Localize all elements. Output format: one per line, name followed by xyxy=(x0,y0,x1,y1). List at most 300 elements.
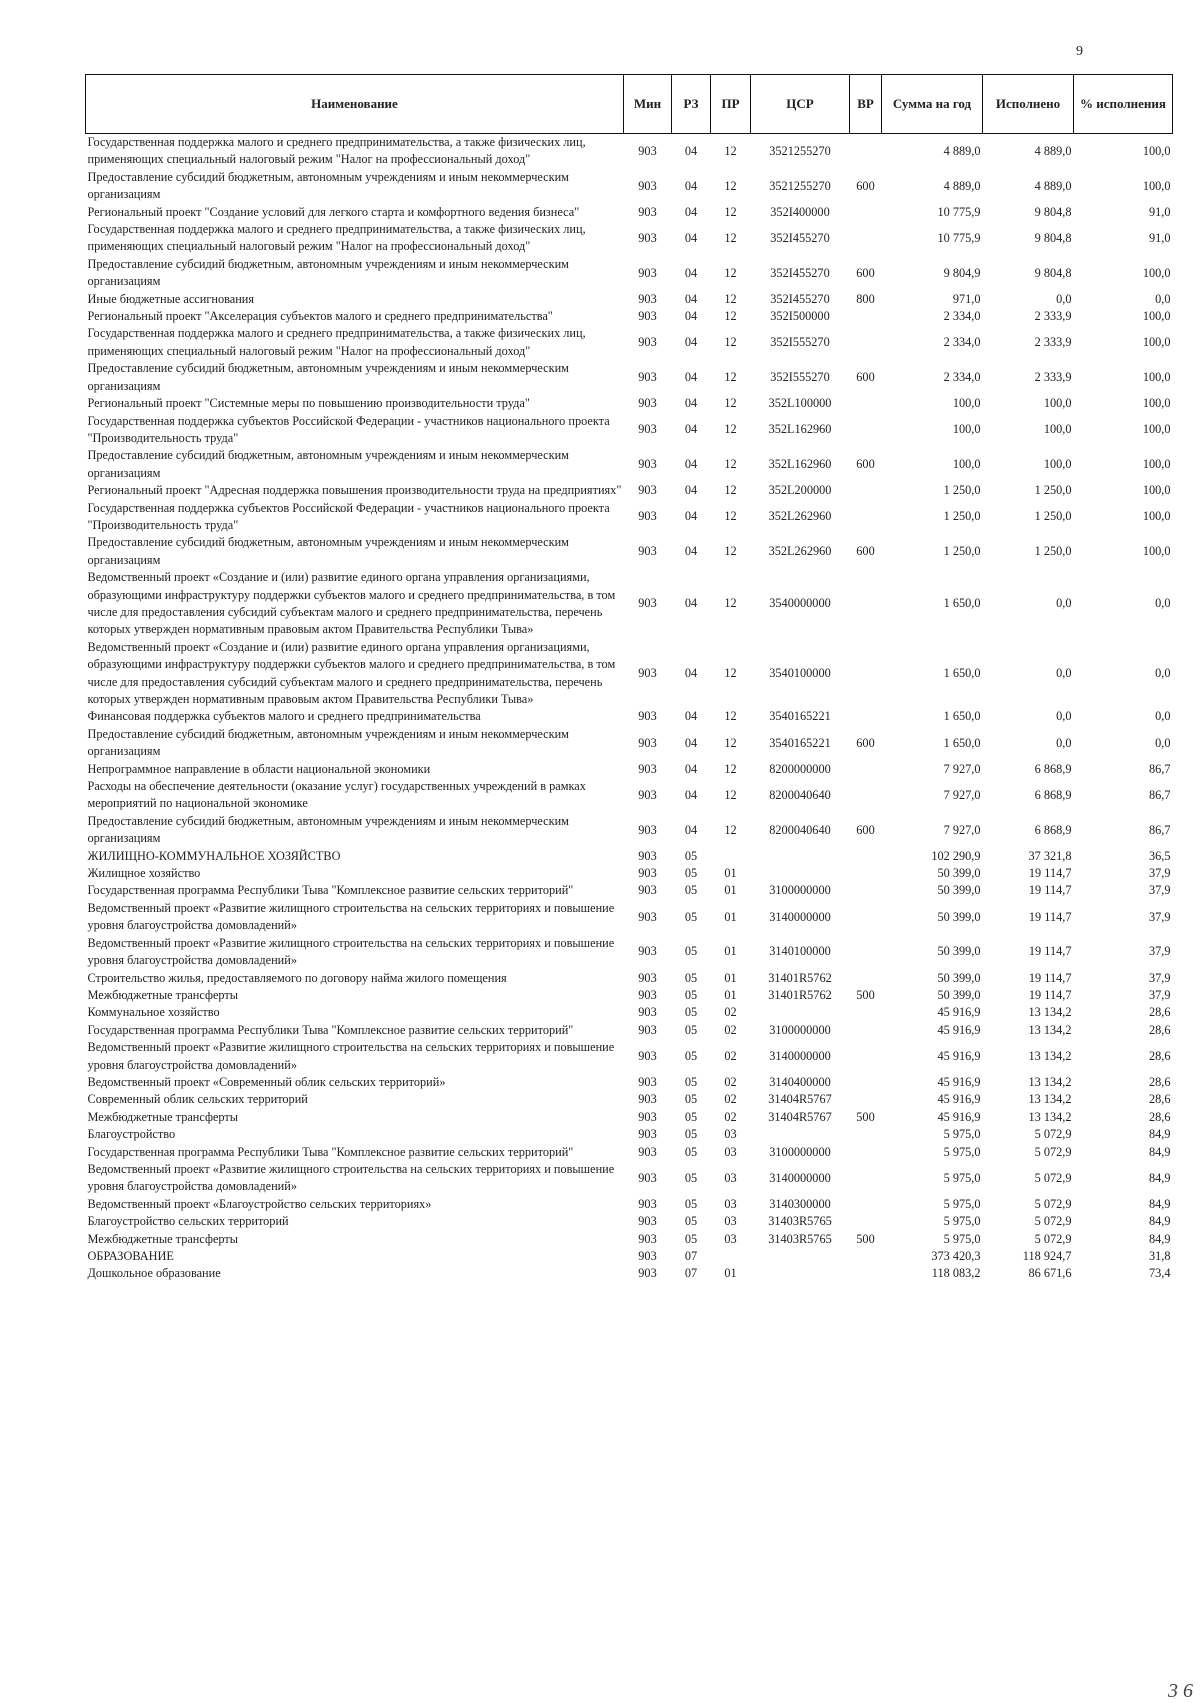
row-pr: 12 xyxy=(724,735,737,750)
row-csr: 3100000000 xyxy=(769,1144,831,1159)
row-done: 4 889,0 xyxy=(1034,143,1072,158)
row-pr: 03 xyxy=(724,1214,737,1229)
row-csr: 352L100000 xyxy=(768,396,832,411)
row-vr xyxy=(850,1161,882,1196)
row-name: Расходы на обеспечение деятельности (оказание услуг) государственных учреждений в рамках мероприятий по национальной экономике xyxy=(87,779,586,811)
row-csr xyxy=(751,865,850,882)
row-min: 903 xyxy=(638,1170,657,1185)
row-rz: 05 xyxy=(684,1127,698,1142)
row-name: Ведомственный проект «Развитие жилищного строительства на сельских территориях и повышение уровня благоустройства домовладений» xyxy=(87,1040,615,1072)
row-csr: 352L200000 xyxy=(768,483,832,498)
row-pr: 12 xyxy=(724,309,737,324)
row-rz: 05 xyxy=(684,1074,698,1089)
table-row xyxy=(86,325,1173,360)
row-name: Государственная поддержка малого и среднего предпринимательства, а также физических лиц, применяющих специальный налоговый режим "Налог на профессиональный доход" xyxy=(87,135,586,167)
row-vr xyxy=(850,308,882,325)
header-name: Наименование xyxy=(86,75,624,134)
row-sum: 50 399,0 xyxy=(937,866,981,881)
row-done: 6 868,9 xyxy=(1034,822,1072,837)
row-sum: 50 399,0 xyxy=(937,987,981,1002)
row-done: 5 072,9 xyxy=(1034,1127,1072,1142)
table-row xyxy=(86,482,1173,499)
row-pr: 12 xyxy=(724,709,737,724)
row-min: 903 xyxy=(638,596,657,611)
row-pr: 12 xyxy=(724,422,737,437)
row-name: Ведомственный проект «Создание и (или) развитие единого органа управления организациями, образующими инфраструктуру поддержки субъектов малого и среднего предпринимательства, в том числе для предоставления субсидий субъектам малого и среднего предпринимательства, перечень которых утвержден нормативным правовым актом Правительства Республики Тыва» xyxy=(87,639,616,706)
row-pr: 12 xyxy=(724,204,737,219)
row-vr xyxy=(850,778,882,813)
row-pct: 100,0 xyxy=(1142,457,1171,472)
row-min: 903 xyxy=(638,1022,657,1037)
row-sum: 50 399,0 xyxy=(937,883,981,898)
row-min: 903 xyxy=(638,987,657,1002)
row-min: 903 xyxy=(638,1214,657,1229)
row-done: 9 804,8 xyxy=(1034,204,1072,219)
row-name: Государственная поддержка малого и среднего предпринимательства, а также физических лиц, применяющих специальный налоговый режим "Налог на профессиональный доход" xyxy=(87,326,586,358)
row-sum: 50 399,0 xyxy=(937,970,981,985)
row-sum: 1 650,0 xyxy=(943,735,981,750)
row-pct: 100,0 xyxy=(1142,143,1171,158)
row-csr xyxy=(751,848,850,865)
row-pct: 73,4 xyxy=(1148,1266,1171,1281)
row-done: 100,0 xyxy=(1043,422,1072,437)
table-row xyxy=(86,970,1173,987)
row-pr: 03 xyxy=(724,1196,737,1211)
row-done: 1 250,0 xyxy=(1034,483,1072,498)
table-row xyxy=(86,134,1173,169)
row-vr: 600 xyxy=(856,544,875,559)
row-pr: 02 xyxy=(724,1005,737,1020)
row-done: 1 250,0 xyxy=(1034,544,1072,559)
row-pr: 03 xyxy=(724,1231,737,1246)
row-vr xyxy=(850,395,882,412)
row-name: Предоставление субсидий бюджетным, автономным учреждениям и иным некоммерческим организациям xyxy=(87,169,569,202)
row-pct: 84,9 xyxy=(1148,1127,1171,1142)
row-pr: 12 xyxy=(724,665,737,680)
row-min: 903 xyxy=(638,665,657,680)
row-sum: 4 889,0 xyxy=(943,143,981,158)
row-name: Региональный проект "Адресная поддержка повышения производительности труда на предприятиях" xyxy=(87,483,622,498)
row-sum: 1 250,0 xyxy=(943,509,981,524)
table-row xyxy=(86,1091,1173,1108)
row-sum: 118 083,2 xyxy=(931,1266,981,1281)
row-vr: 500 xyxy=(856,1231,875,1246)
row-done: 5 072,9 xyxy=(1034,1144,1072,1159)
row-vr xyxy=(850,865,882,882)
row-vr xyxy=(850,500,882,535)
row-rz: 04 xyxy=(684,665,698,680)
row-pr: 12 xyxy=(724,178,737,193)
row-min: 903 xyxy=(638,1074,657,1089)
row-done: 0,0 xyxy=(1056,709,1072,724)
row-pct: 100,0 xyxy=(1142,178,1171,193)
row-rz: 05 xyxy=(684,987,698,1002)
row-min: 903 xyxy=(638,1005,657,1020)
row-min: 903 xyxy=(638,909,657,924)
row-pr: 12 xyxy=(724,457,737,472)
row-rz: 04 xyxy=(684,787,698,802)
row-sum: 1 650,0 xyxy=(943,665,981,680)
row-rz: 04 xyxy=(684,544,698,559)
table-row xyxy=(86,1074,1173,1091)
row-vr xyxy=(850,325,882,360)
row-pr: 12 xyxy=(724,822,737,837)
page-number: 9 xyxy=(1076,44,1083,59)
row-sum: 1 650,0 xyxy=(943,709,981,724)
row-vr: 600 xyxy=(856,735,875,750)
table-row xyxy=(86,204,1173,221)
row-sum: 7 927,0 xyxy=(943,761,981,776)
row-rz: 04 xyxy=(684,265,698,280)
row-csr xyxy=(751,1004,850,1021)
row-sum: 4 889,0 xyxy=(943,178,981,193)
row-sum: 50 399,0 xyxy=(937,909,981,924)
header-sum: Сумма на год xyxy=(882,75,983,134)
row-pct: 100,0 xyxy=(1142,422,1171,437)
row-name: Ведомственный проект «Благоустройство сельских территориях» xyxy=(87,1196,432,1211)
row-pr: 12 xyxy=(724,230,737,245)
row-sum: 1 250,0 xyxy=(943,483,981,498)
table-row xyxy=(86,395,1173,412)
table-row xyxy=(86,1126,1173,1143)
row-pr: 12 xyxy=(724,509,737,524)
row-vr xyxy=(850,900,882,935)
row-pr: 12 xyxy=(724,761,737,776)
row-pct: 84,9 xyxy=(1148,1214,1171,1229)
row-pr: 01 xyxy=(724,1266,737,1281)
row-vr xyxy=(850,935,882,970)
table-row xyxy=(86,534,1173,569)
row-rz: 04 xyxy=(684,396,698,411)
row-done: 5 072,9 xyxy=(1034,1196,1072,1211)
row-csr: 352I555270 xyxy=(770,369,830,384)
row-pct: 86,7 xyxy=(1148,787,1171,802)
row-vr xyxy=(850,882,882,899)
table-row xyxy=(86,500,1173,535)
table-row xyxy=(86,291,1173,308)
row-pct: 28,6 xyxy=(1148,1074,1171,1089)
row-vr: 600 xyxy=(856,265,875,280)
row-pr: 12 xyxy=(724,396,737,411)
row-vr xyxy=(850,970,882,987)
header-csr: ЦСР xyxy=(751,75,850,134)
table-row xyxy=(86,1004,1173,1021)
row-done: 5 072,9 xyxy=(1034,1214,1072,1229)
row-sum: 373 420,3 xyxy=(931,1249,981,1263)
row-name: Непрограммное направление в области национальной экономики xyxy=(87,761,431,776)
row-sum: 45 916,9 xyxy=(937,1092,981,1107)
row-name: Государственная поддержка субъектов Российской Федерации - участников национального проекта "Производительность труда" xyxy=(87,500,610,532)
row-pct: 91,0 xyxy=(1148,204,1171,219)
row-rz: 05 xyxy=(684,1144,698,1159)
row-rz: 07 xyxy=(684,1249,698,1263)
row-rz: 04 xyxy=(684,735,698,750)
row-pr: 02 xyxy=(724,1048,737,1063)
row-csr: 31403R5765 xyxy=(768,1231,832,1246)
row-rz: 04 xyxy=(684,178,698,193)
row-done: 13 134,2 xyxy=(1028,1022,1072,1037)
row-vr xyxy=(850,1196,882,1213)
row-done: 0,0 xyxy=(1056,735,1072,750)
row-name: Государственная поддержка малого и среднего предпринимательства, а также физических лиц, применяющих специальный налоговый режим "Налог на профессиональный доход" xyxy=(87,222,586,254)
row-sum: 971,0 xyxy=(952,291,981,306)
row-rz: 04 xyxy=(684,509,698,524)
row-pr: 01 xyxy=(724,909,737,924)
row-sum: 45 916,9 xyxy=(937,1074,981,1089)
row-sum: 5 975,0 xyxy=(943,1214,981,1229)
row-pct: 36,5 xyxy=(1148,848,1171,863)
row-pct: 84,9 xyxy=(1148,1144,1171,1159)
header-min: Мин xyxy=(624,75,672,134)
table-row xyxy=(86,865,1173,882)
row-name: Ведомственный проект «Развитие жилищного строительства на сельских территориях и повышение уровня благоустройства домовладений» xyxy=(87,935,615,968)
row-vr: 500 xyxy=(856,1109,875,1124)
row-vr: 500 xyxy=(856,987,875,1002)
row-csr: 3140400000 xyxy=(769,1074,831,1089)
row-name: Государственная программа Республики Тыва "Комплексное развитие сельских территорий" xyxy=(87,1022,574,1037)
row-rz: 05 xyxy=(684,1092,698,1107)
row-vr xyxy=(850,1265,882,1282)
row-csr: 352L262960 xyxy=(768,544,832,559)
table-row xyxy=(86,1231,1173,1248)
row-name: Предоставление субсидий бюджетным, автономным учреждениям и иным некоммерческим организациям xyxy=(87,361,569,393)
row-min: 903 xyxy=(638,1109,657,1124)
row-sum: 100,0 xyxy=(952,457,981,472)
row-sum: 5 975,0 xyxy=(943,1144,981,1159)
row-pct: 91,0 xyxy=(1148,230,1171,245)
row-pr: 12 xyxy=(724,483,737,498)
row-min: 903 xyxy=(638,335,657,350)
row-vr: 600 xyxy=(856,178,875,193)
row-vr xyxy=(850,1039,882,1074)
row-pct: 0,0 xyxy=(1155,709,1171,724)
row-min: 903 xyxy=(638,265,657,280)
row-pct: 84,9 xyxy=(1148,1231,1171,1246)
row-min: 903 xyxy=(638,1092,657,1107)
row-name: Региональный проект "Системные меры по повышению производительности труда" xyxy=(87,396,530,411)
row-pct: 84,9 xyxy=(1148,1196,1171,1211)
row-done: 2 333,9 xyxy=(1034,335,1072,350)
row-min: 903 xyxy=(638,457,657,472)
row-sum: 1 650,0 xyxy=(943,596,981,611)
table-row xyxy=(86,1039,1173,1074)
row-vr xyxy=(850,1248,882,1265)
row-sum: 45 916,9 xyxy=(937,1005,981,1020)
row-sum: 9 804,9 xyxy=(943,265,981,280)
row-vr: 600 xyxy=(856,457,875,472)
row-pr: 12 xyxy=(724,596,737,611)
row-vr: 600 xyxy=(856,822,875,837)
row-csr: 352I555270 xyxy=(770,335,830,350)
row-name: Современный облик сельских территорий xyxy=(87,1092,308,1107)
row-rz: 04 xyxy=(684,709,698,724)
row-pct: 37,9 xyxy=(1148,970,1171,985)
row-rz: 04 xyxy=(684,596,698,611)
row-vr xyxy=(850,482,882,499)
row-sum: 102 290,9 xyxy=(931,848,981,863)
row-sum: 5 975,0 xyxy=(943,1231,981,1246)
row-done: 19 114,7 xyxy=(1028,866,1072,881)
row-vr xyxy=(850,134,882,169)
row-pr: 01 xyxy=(724,866,737,881)
row-csr xyxy=(751,1248,850,1265)
row-min: 903 xyxy=(638,848,657,863)
table-row xyxy=(86,935,1173,970)
row-sum: 100,0 xyxy=(952,396,981,411)
row-min: 903 xyxy=(638,883,657,898)
row-name: Жилищное хозяйство xyxy=(87,866,201,881)
row-pr: 02 xyxy=(724,1074,737,1089)
row-sum: 5 975,0 xyxy=(943,1127,981,1142)
row-rz: 05 xyxy=(684,1231,698,1246)
row-pct: 37,9 xyxy=(1148,866,1171,881)
row-pct: 84,9 xyxy=(1148,1170,1171,1185)
row-csr: 8200040640 xyxy=(769,787,831,802)
row-done: 13 134,2 xyxy=(1028,1005,1072,1020)
row-pct: 100,0 xyxy=(1142,265,1171,280)
row-vr: 600 xyxy=(856,369,875,384)
row-vr xyxy=(850,708,882,725)
row-csr: 352I400000 xyxy=(770,204,830,219)
row-min: 903 xyxy=(638,369,657,384)
row-pct: 100,0 xyxy=(1142,396,1171,411)
row-sum: 45 916,9 xyxy=(937,1109,981,1124)
row-vr xyxy=(850,1022,882,1039)
row-csr: 8200000000 xyxy=(769,761,831,776)
table-row xyxy=(86,1144,1173,1161)
table-row xyxy=(86,726,1173,761)
row-name: Предоставление субсидий бюджетным, автономным учреждениям и иным некоммерческим организациям xyxy=(87,256,569,289)
row-sum: 7 927,0 xyxy=(943,787,981,802)
table-row xyxy=(86,413,1173,448)
row-sum: 10 775,9 xyxy=(937,204,981,219)
row-name: Ведомственный проект «Создание и (или) развитие единого органа управления организациями, образующими инфраструктуру поддержки субъектов малого и среднего предпринимательства, в том числе для предоставления субсидий субъектам малого и среднего предпринимательства, перечень которых утвержден нормативным правовым актом Правительства Республики Тыва» xyxy=(87,570,616,637)
row-rz: 04 xyxy=(684,309,698,324)
row-vr xyxy=(850,204,882,221)
row-sum: 45 916,9 xyxy=(937,1022,981,1037)
row-csr: 3140000000 xyxy=(769,1048,831,1063)
row-done: 6 868,9 xyxy=(1034,761,1072,776)
row-name: Строительство жилья, предоставляемого по договору найма жилого помещения xyxy=(87,970,507,985)
row-done: 19 114,7 xyxy=(1028,909,1072,924)
row-sum: 1 250,0 xyxy=(943,544,981,559)
row-rz: 04 xyxy=(684,230,698,245)
row-sum: 50 399,0 xyxy=(937,944,981,959)
table-row xyxy=(86,1265,1173,1282)
row-vr xyxy=(850,639,882,709)
row-name: Предоставление субсидий бюджетным, автономным учреждениям и иным некоммерческим организациям xyxy=(87,448,569,480)
row-done: 19 114,7 xyxy=(1028,970,1072,985)
header-pr: ПР xyxy=(711,75,751,134)
row-pr: 12 xyxy=(724,143,737,158)
header-rz: РЗ xyxy=(672,75,711,134)
table-row xyxy=(86,813,1173,848)
table-row xyxy=(86,256,1173,291)
row-csr: 3140100000 xyxy=(769,944,831,959)
row-min: 903 xyxy=(638,1127,657,1142)
row-min: 903 xyxy=(638,483,657,498)
row-vr xyxy=(850,1004,882,1021)
row-pr: 12 xyxy=(724,787,737,802)
row-pct: 86,7 xyxy=(1148,822,1171,837)
row-pct: 0,0 xyxy=(1155,735,1171,750)
row-csr: 3540165221 xyxy=(769,709,831,724)
row-vr: 800 xyxy=(856,291,875,306)
row-csr: 3100000000 xyxy=(769,1022,831,1037)
row-name: Благоустройство сельских территорий xyxy=(87,1214,289,1229)
row-csr: 3540000000 xyxy=(769,596,831,611)
row-csr xyxy=(751,1265,850,1282)
row-pct: 0,0 xyxy=(1155,596,1171,611)
table-row xyxy=(86,987,1173,1004)
row-rz: 04 xyxy=(684,822,698,837)
header-done: Исполнено xyxy=(983,75,1074,134)
row-name: Межбюджетные трансферты xyxy=(87,1231,239,1246)
row-csr: 3140000000 xyxy=(769,909,831,924)
row-pct: 0,0 xyxy=(1155,291,1171,306)
row-pr: 03 xyxy=(724,1144,737,1159)
row-sum: 2 334,0 xyxy=(943,335,981,350)
row-name: Ведомственный проект «Современный облик сельских территорий» xyxy=(87,1074,446,1089)
row-min: 903 xyxy=(638,1231,657,1246)
row-rz: 05 xyxy=(684,1214,698,1229)
row-pr: 01 xyxy=(724,944,737,959)
table-row xyxy=(86,1248,1173,1265)
row-name: Ведомственный проект «Развитие жилищного строительства на сельских территориях и повышение уровня благоустройства домовладений» xyxy=(87,900,615,933)
row-min: 903 xyxy=(638,787,657,802)
table-row xyxy=(86,708,1173,725)
row-min: 903 xyxy=(638,396,657,411)
table-row xyxy=(86,639,1173,709)
row-vr xyxy=(850,1126,882,1143)
row-csr: 352I500000 xyxy=(770,309,830,324)
row-done: 100,0 xyxy=(1043,457,1072,472)
row-min: 903 xyxy=(638,178,657,193)
row-rz: 05 xyxy=(684,1005,698,1020)
row-min: 903 xyxy=(638,761,657,776)
row-pct: 37,9 xyxy=(1148,909,1171,924)
row-name: ОБРАЗОВАНИЕ xyxy=(87,1249,174,1263)
row-sum: 100,0 xyxy=(952,422,981,437)
row-sum: 5 975,0 xyxy=(943,1170,981,1185)
table-row xyxy=(86,447,1173,482)
row-vr xyxy=(850,569,882,639)
row-min: 903 xyxy=(638,309,657,324)
row-csr: 3100000000 xyxy=(769,883,831,898)
row-done: 86 671,6 xyxy=(1028,1266,1072,1281)
row-done: 2 333,9 xyxy=(1034,369,1072,384)
row-sum: 2 334,0 xyxy=(943,369,981,384)
row-name: Государственная программа Республики Тыва "Комплексное развитие сельских территорий" xyxy=(87,1144,574,1159)
table-row xyxy=(86,778,1173,813)
table-row xyxy=(86,1109,1173,1126)
row-rz: 05 xyxy=(684,1022,698,1037)
row-name: Региональный проект "Создание условий для легкого старта и комфортного ведения бизнеса" xyxy=(87,204,580,219)
row-pct: 28,6 xyxy=(1148,1092,1171,1107)
row-name: Региональный проект "Акселерация субъектов малого и среднего предпринимательства" xyxy=(87,309,553,324)
row-done: 13 134,2 xyxy=(1028,1109,1072,1124)
row-pct: 0,0 xyxy=(1155,665,1171,680)
row-min: 903 xyxy=(638,509,657,524)
row-pr: 01 xyxy=(724,970,737,985)
row-csr: 3540100000 xyxy=(769,665,831,680)
row-rz: 04 xyxy=(684,143,698,158)
row-done: 100,0 xyxy=(1043,396,1072,411)
table-row xyxy=(86,169,1173,204)
row-csr: 352L162960 xyxy=(768,457,832,472)
row-csr: 31403R5765 xyxy=(768,1214,832,1229)
table-row xyxy=(86,1161,1173,1196)
